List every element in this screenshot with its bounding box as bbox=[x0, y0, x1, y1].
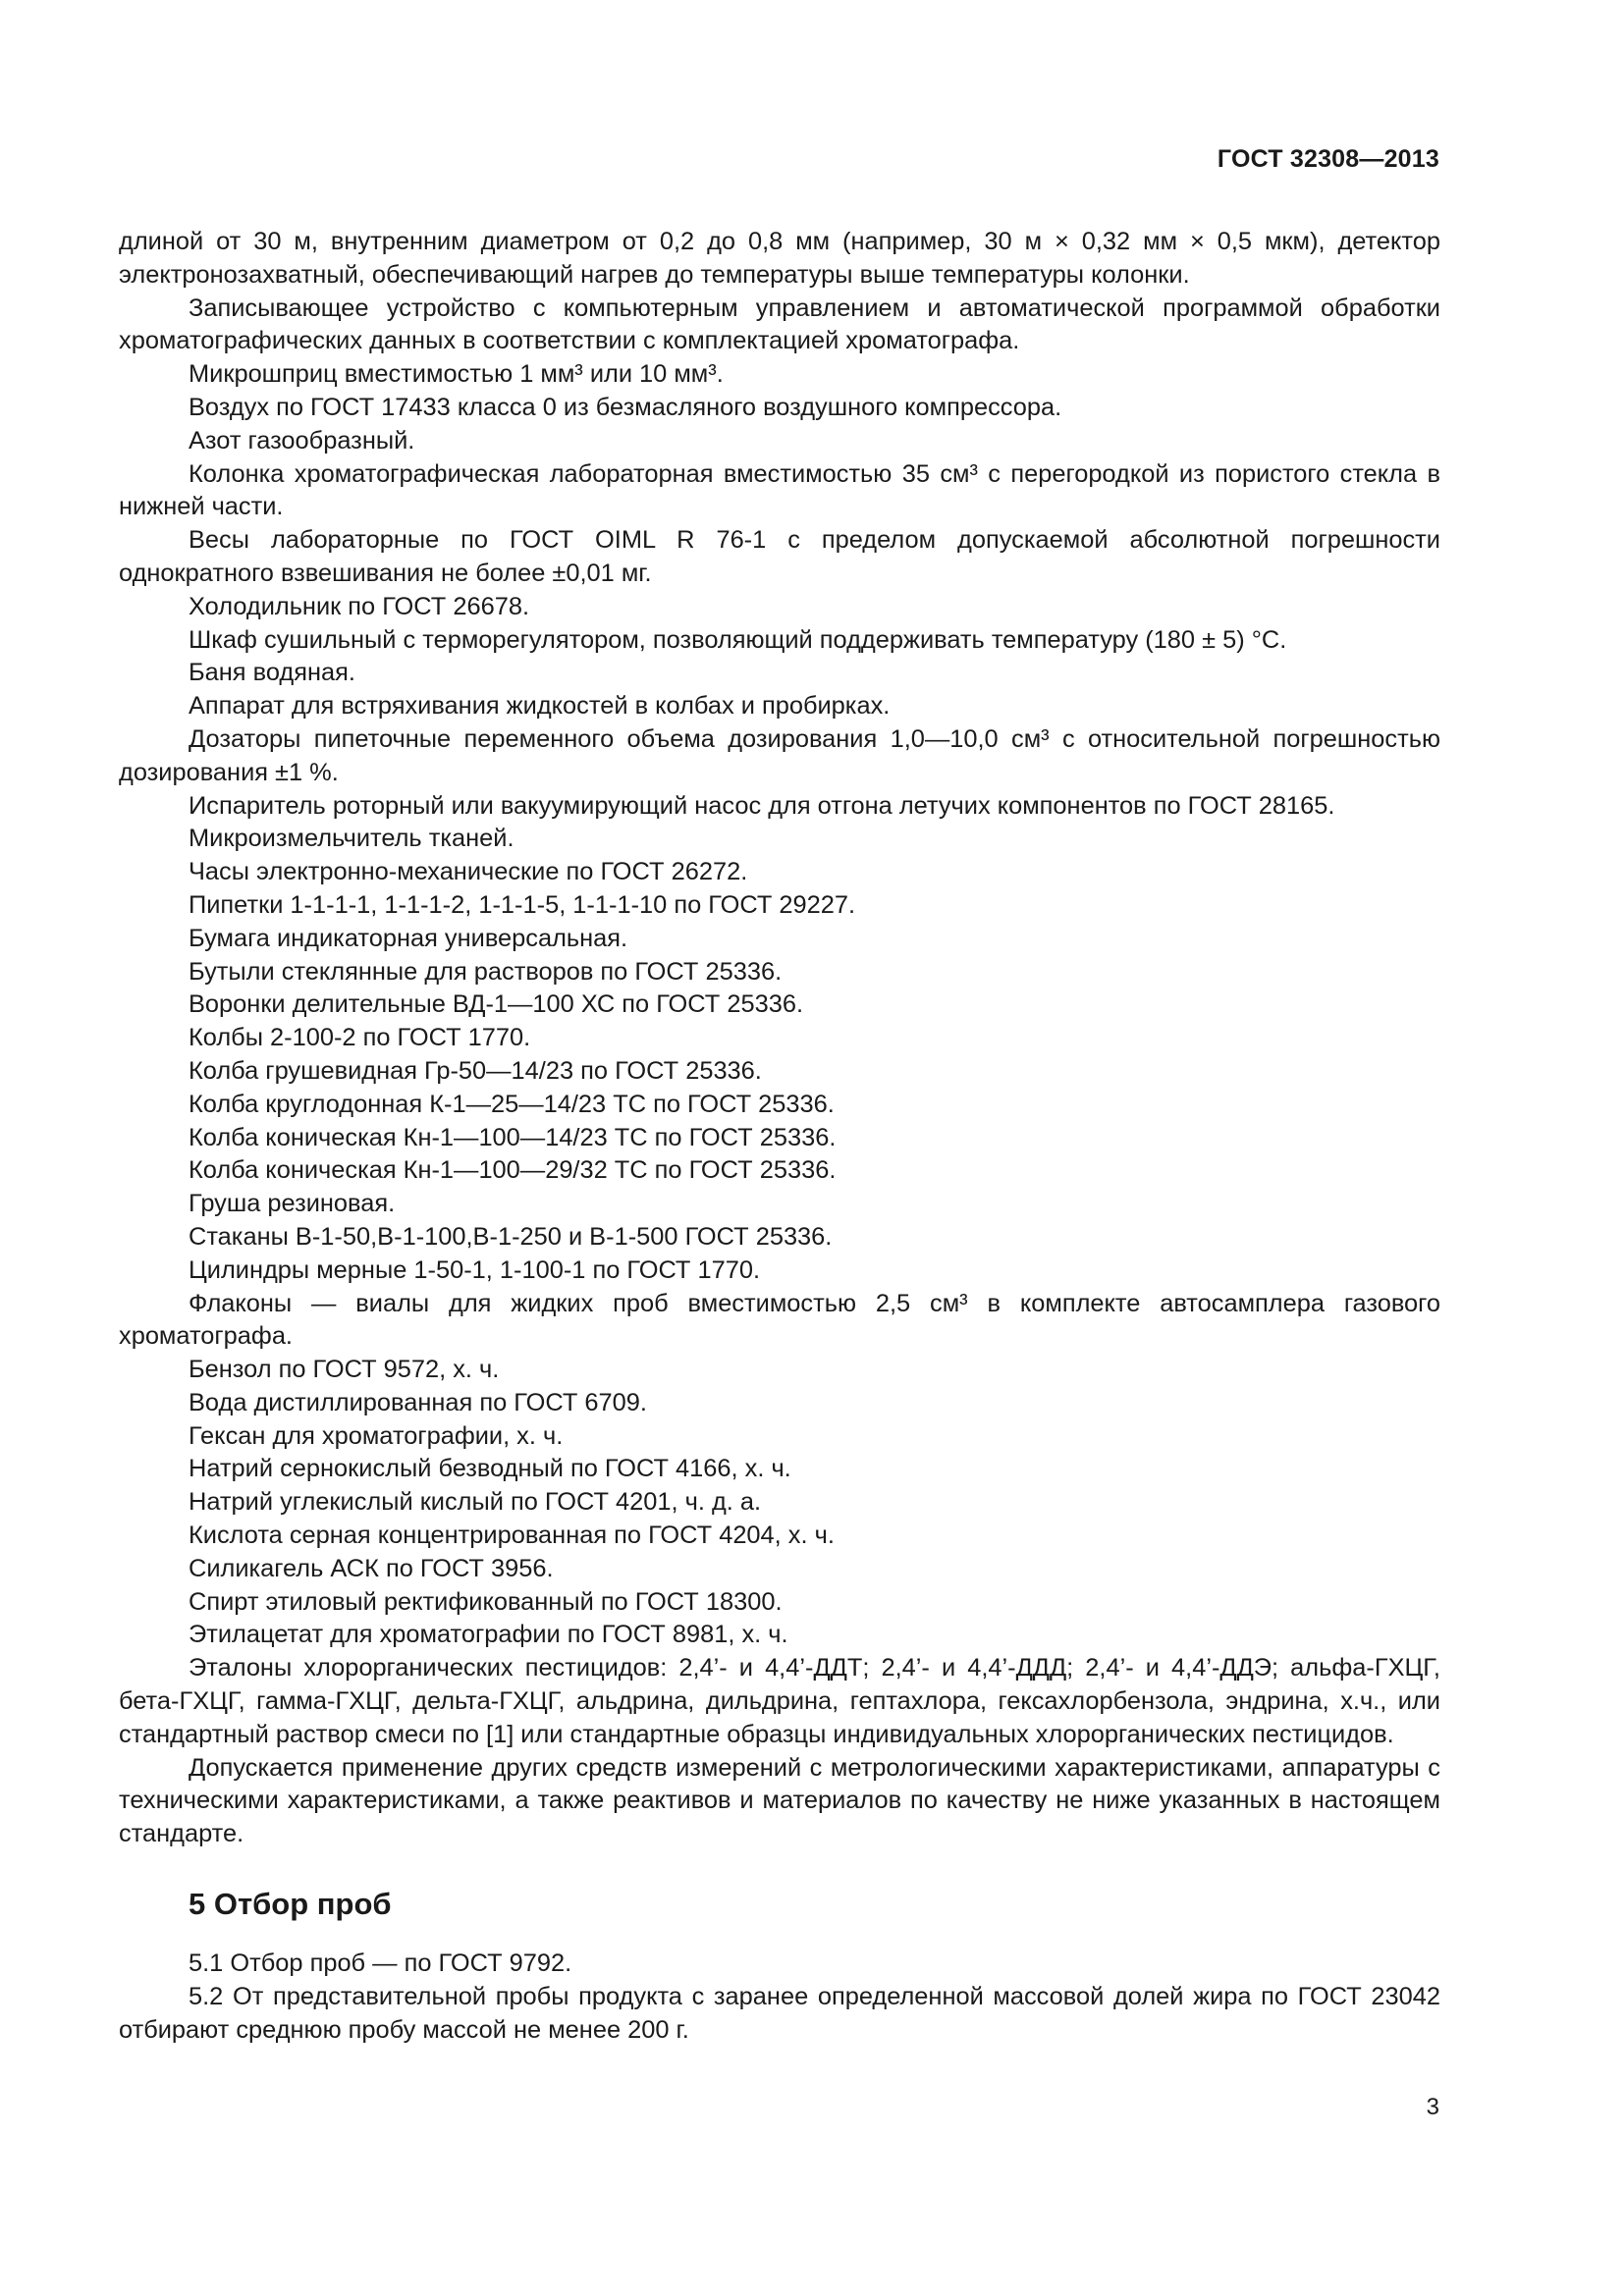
paragraph-ethyl-acetate: Этилацетат для хроматографии по ГОСТ 8981, х. ч. bbox=[189, 1621, 788, 1649]
paragraph-shaker: Аппарат для встряхивания жидкостей в колбах и пробирках. bbox=[189, 692, 891, 721]
paragraph-separatory-funnels: Воронки делительные ВД-1—100 ХС по ГОСТ 25336. bbox=[189, 990, 804, 1019]
paragraph-flasks-volumetric: Колбы 2-100-2 по ГОСТ 1770. bbox=[189, 1024, 531, 1052]
paragraph-microsyringe: Микрошприц вместимостью 1 мм³ или 10 мм³. bbox=[189, 360, 724, 389]
paragraph-flask-pear: Колба грушевидная Гр-50—14/23 по ГОСТ 25336. bbox=[189, 1056, 762, 1085]
paragraph-sodium-bicarbonate: Натрий углекислый кислый по ГОСТ 4201, ч. д. а. bbox=[189, 1488, 762, 1517]
paragraph-scales: Весы лабораторные по ГОСТ OIML R 76-1 с пределом допускаемой абсолютной погрешности однократного взвешивания не более ±0,01 мг. bbox=[119, 526, 1440, 587]
paragraph-vials: Флаконы — виалы для жидких проб вместимостью 2,5 см³ в комплекте автосамплера газового хроматографа. bbox=[119, 1289, 1440, 1351]
paragraph-flask-conical-2: Колба коническая Кн-1—100—29/32 ТС по ГОСТ 25336. bbox=[189, 1156, 837, 1185]
paragraph-ethanol: Спирт этиловый ректификованный по ГОСТ 18300. bbox=[189, 1587, 783, 1616]
paragraph-bottles: Бутыли стеклянные для растворов по ГОСТ 25336. bbox=[189, 957, 783, 986]
section-heading-sampling: 5 Отбор проб bbox=[189, 1887, 392, 1922]
paragraph-flask-conical-1: Колба коническая Кн-1—100—14/23 ТС по ГОСТ 25336. bbox=[189, 1123, 837, 1151]
paragraph-flask-round: Колба круглодонная К-1—25—14/23 ТС по ГОСТ 25336. bbox=[189, 1090, 835, 1118]
paragraph-evaporator: Испаритель роторный или вакуумирующий насос для отгона летучих компонентов по ГОСТ 28165. bbox=[189, 791, 1335, 820]
paragraph-cylinders: Цилиндры мерные 1-50-1, 1-100-1 по ГОСТ 1770. bbox=[189, 1255, 761, 1284]
paragraph-beakers: Стаканы В-1-50,В-1-100,В-1-250 и В-1-500 ГОСТ 25336. bbox=[189, 1222, 833, 1251]
paragraph-recording-device: Записывающее устройство с компьютерным управлением и автоматической программой обработки хроматографических данных в соответствии с комплектацией хроматографа. bbox=[119, 294, 1440, 355]
paragraph-benzene: Бензол по ГОСТ 9572, х. ч. bbox=[189, 1356, 500, 1384]
paragraph-clock: Часы электронно-механические по ГОСТ 26272. bbox=[189, 858, 748, 886]
paragraph-5-2: 5.2 От представительной пробы продукта с заранее определенной массовой долей жира по ГОСТ 23042 отбирают среднюю пробу массой не менее 200 г. bbox=[119, 1982, 1440, 2044]
paragraph-hexane: Гексан для хроматографии, х. ч. bbox=[189, 1421, 564, 1450]
paragraph-nitrogen: Азот газообразный. bbox=[189, 426, 415, 454]
paragraph-column-lab: Колонка хроматографическая лабораторная вместимостью 35 см³ с перегородкой из пористого стекла в нижней части. bbox=[119, 459, 1440, 521]
paragraph-rubber-bulb: Груша резиновая. bbox=[189, 1190, 396, 1218]
paragraph-sulfuric-acid: Кислота серная концентрированная по ГОСТ 4204, х. ч. bbox=[189, 1522, 835, 1550]
paragraph-sodium-sulfate: Натрий сернокислый безводный по ГОСТ 4166, х. ч. bbox=[189, 1455, 791, 1483]
paragraph-refrigerator: Холодильник по ГОСТ 26678. bbox=[189, 592, 529, 620]
paragraph-dispensers: Дозаторы пипеточные переменного объема дозирования 1,0—10,0 см³ с относительной погрешностью дозирования ±1 %. bbox=[119, 724, 1440, 786]
paragraph-pipettes: Пипетки 1-1-1-1, 1-1-1-2, 1-1-1-5, 1-1-1-10 по ГОСТ 29227. bbox=[189, 890, 856, 919]
paragraph-pesticide-standards: Эталоны хлорорганических пестицидов: 2,4’- и 4,4’-ДДТ; 2,4’- и 4,4’-ДДД; 2,4’- и 4,4’-ДДЭ; альфа-ГХЦГ, бета-ГХЦГ, гамма-ГХЦГ, дельта-ГХЦГ, альдрина, дильдрина, гептахлора, гексахлорбензола, эндрина, х.ч., или стандартный раствор смеси по [1] или стандартные образцы индивидуальных хлорорганических пестицидов. bbox=[119, 1654, 1440, 1748]
document-id-header: ГОСТ 32308—2013 bbox=[1217, 145, 1439, 173]
page-content bbox=[119, 226, 1440, 2047]
paragraph-drying-oven: Шкаф сушильный с терморегулятором, позволяющий поддерживать температуру (180 ± 5) °С. bbox=[189, 625, 1287, 654]
paragraph-tissue-grinder: Микроизмельчитель тканей. bbox=[189, 825, 514, 853]
paragraph-distilled-water: Вода дистиллированная по ГОСТ 6709. bbox=[189, 1388, 647, 1416]
page-number: 3 bbox=[1426, 2094, 1439, 2120]
paragraph-water-bath: Баня водяная. bbox=[189, 659, 355, 687]
paragraph-silica-gel: Силикагель АСК по ГОСТ 3956. bbox=[189, 1554, 554, 1582]
paragraph-alternatives-allowed: Допускается применение других средств измерений с метрологическими характеристиками, аппаратуры с техническими характеристиками, а также реактивов и материалов по качеству не ниже указанных в настоящем стандарте. bbox=[119, 1753, 1440, 1848]
paragraph-indicator-paper: Бумага индикаторная универсальная. bbox=[189, 924, 628, 952]
paragraph-5-1: 5.1 Отбор проб — по ГОСТ 9792. bbox=[189, 1949, 572, 1978]
paragraph-air: Воздух по ГОСТ 17433 класса 0 из безмасляного воздушного компрессора. bbox=[189, 393, 1062, 421]
paragraph-column-continuation: длиной от 30 м, внутренним диаметром от 0,2 до 0,8 мм (например, 30 м × 0,32 мм × 0,5 мкм), детектор электронозахватный, обеспечивающий нагрев до температуры выше температуры колонки. bbox=[119, 228, 1440, 289]
